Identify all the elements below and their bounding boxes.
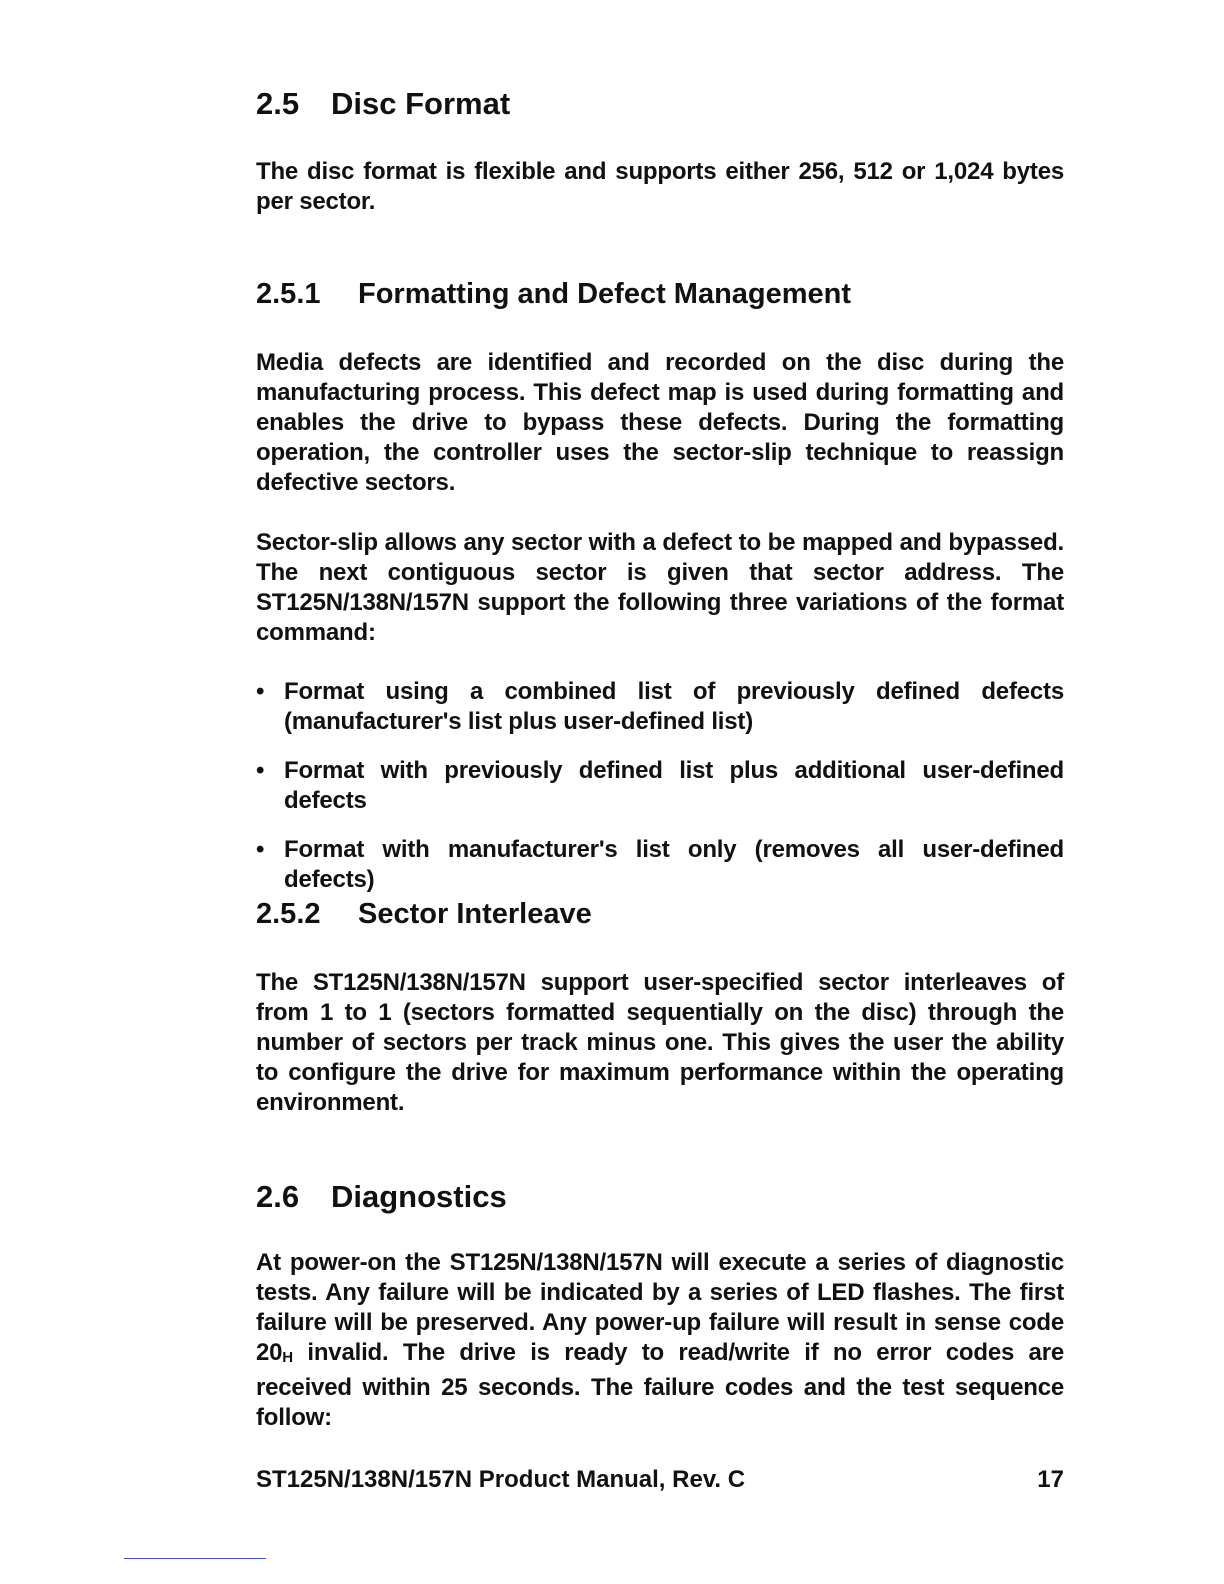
heading-sector-interleave [256, 898, 592, 931]
paragraph-media-defects: Media defects are identified and recorded on the disc during the manufacturing process. This defect map is used during formatting and enables the drive to bypass these defects. During the formatting operation, the controller uses the sector-slip technique to reassign defective sectors. [256, 349, 1064, 496]
section-title: Sector Interleave [358, 898, 592, 930]
section-title: Disc Format [331, 86, 511, 121]
section-title: Diagnostics [331, 1179, 507, 1214]
section-number: 2.5.2 [256, 898, 321, 930]
section-number: 2.5.1 [256, 278, 321, 310]
heading-diagnostics [256, 1179, 507, 1215]
heading-disc-format [256, 86, 510, 122]
bullet-icon: • [256, 757, 265, 784]
paragraph-diagnostics [256, 1248, 1064, 1433]
list-item-text: Format with manufacturer's list only (removes all user-defined defects) [284, 836, 1064, 893]
format-variations-list [256, 677, 1064, 895]
hex-subscript: H [282, 1349, 293, 1366]
diagnostics-text-b: invalid. The drive is ready to read/write if no error codes are received within 25 seconds. The failure codes and the test sequence follow: [256, 1339, 1064, 1431]
section-title: Formatting and Defect Management [358, 278, 852, 310]
diagnostics-text-a: At power-on the ST125N/138N/157N will execute a series of diagnostic tests. Any failure will be indicated by a series of LED flashes. The first failure will be preserved. Any power-up failure will result in sense code 20 [256, 1249, 1064, 1366]
list-item [256, 756, 1064, 816]
bullet-icon: • [256, 836, 265, 863]
paragraph-disc-format: The disc format is flexible and supports either 256, 512 or 1,024 bytes per sector. [256, 158, 1064, 215]
list-item [256, 835, 1064, 895]
paragraph-sector-interleave: The ST125N/138N/157N support user-specified sector interleaves of from 1 to 1 (sectors formatted sequentially on the disc) through the number of sectors per track minus one. This gives the user the ability to configure the drive for maximum performance within the operating environment. [256, 969, 1064, 1116]
list-item-text: Format using a combined list of previously defined defects (manufacturer's list plus user-defined list) [284, 678, 1064, 735]
list-item [256, 677, 1064, 737]
section-number: 2.6 [256, 1179, 300, 1214]
page-number: 17 [1037, 1466, 1064, 1493]
divider [124, 1558, 266, 1559]
section-number: 2.5 [256, 86, 300, 121]
footer-manual-title: ST125N/138N/157N Product Manual, Rev. C [256, 1466, 746, 1493]
heading-formatting-defect-management [256, 278, 851, 311]
bullet-icon: • [256, 678, 265, 705]
paragraph-sector-slip: Sector-slip allows any sector with a defect to be mapped and bypassed. The next contiguous sector is given that sector address. The ST125N/138N/157N support the following three variations of the format command: [256, 529, 1064, 646]
list-item-text: Format with previously defined list plus additional user-defined defects [284, 757, 1064, 814]
